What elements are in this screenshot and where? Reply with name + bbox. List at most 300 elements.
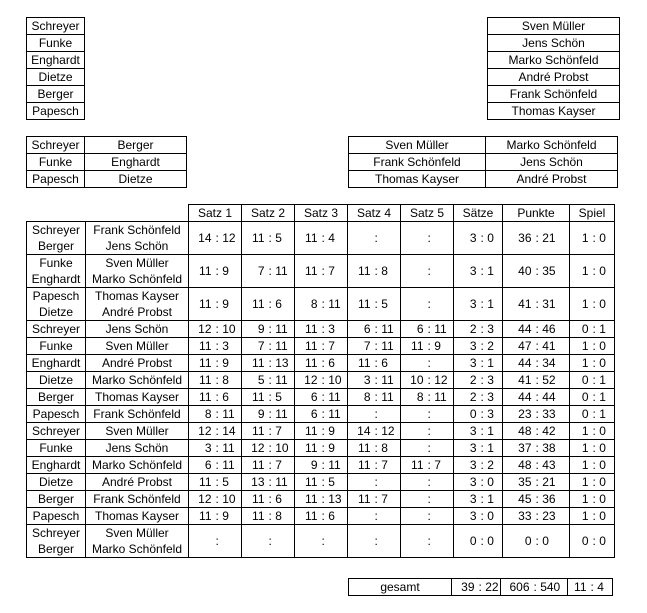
punkte-separator: :: [535, 407, 539, 421]
total-table: [348, 578, 613, 596]
saetze-separator: :: [480, 509, 484, 523]
away-player: Sven Müller: [105, 256, 169, 270]
set-5-away: [426, 372, 454, 389]
set-5-separator: :: [427, 458, 431, 472]
set-1-away-value: 12: [222, 231, 236, 245]
set-2-home: 7: [242, 338, 267, 355]
results-table: [26, 204, 615, 558]
set-4-separator: :: [374, 407, 378, 421]
spiel-away-value: 0: [599, 231, 606, 245]
match-home-players: [27, 423, 86, 440]
saetze-separator: :: [480, 322, 484, 336]
set-3-home: 11: [295, 474, 320, 491]
set-1-away: [214, 372, 242, 389]
away-player: Marko Schönfeld: [91, 373, 183, 387]
spiel-home: 1: [570, 355, 591, 372]
set-1-away-value: 6: [222, 390, 229, 404]
set-1-away-value: 3: [222, 339, 229, 353]
away-doubles-player-1: Thomas Kayser: [349, 171, 486, 188]
saetze-away-value: 0: [487, 534, 494, 548]
spiel-home: 0: [570, 389, 591, 406]
set-1-separator: :: [215, 339, 219, 353]
set-3-away: [320, 255, 348, 288]
spiel-away: [591, 525, 615, 558]
set-2-away: [267, 338, 295, 355]
set-2-away-value: 11: [275, 475, 288, 489]
set-3-home: 11: [295, 491, 320, 508]
set-5-home: [401, 474, 426, 491]
spiel-away: [591, 457, 615, 474]
set-2-away: [267, 288, 295, 321]
set-5-separator: :: [427, 322, 431, 336]
set-1-away-value: 9: [222, 264, 229, 278]
match-home-players: [27, 406, 86, 423]
punkte-away-value: 46: [542, 322, 556, 336]
saetze-home: 3: [454, 338, 479, 355]
set-3-away-value: 7: [328, 264, 335, 278]
spiel-away-value: 1: [599, 390, 606, 404]
set-5-home: [401, 508, 426, 525]
match-row: [27, 372, 615, 389]
spiel-away-value: 1: [599, 407, 606, 421]
set-1-separator: :: [215, 441, 219, 455]
set-2-separator: :: [268, 231, 272, 245]
set-3-away: [320, 508, 348, 525]
set-2-away-value: 13: [275, 356, 289, 370]
saetze-away-value: 1: [487, 264, 494, 278]
set-2-home: 11: [242, 457, 267, 474]
away-player: Thomas Kayser: [94, 390, 180, 404]
set-2-separator: :: [268, 458, 272, 472]
set-4-home: 11: [348, 457, 373, 474]
set-1-home: [189, 525, 214, 558]
saetze-home: 3: [454, 222, 479, 255]
set-1-home: 11: [189, 508, 214, 525]
saetze-home: 3: [454, 508, 479, 525]
saetze-away: [479, 457, 503, 474]
set-4-home: 14: [348, 423, 373, 440]
match-row: [27, 525, 615, 558]
spiel-away-value: 0: [599, 492, 606, 506]
set-2-separator: :: [268, 441, 272, 455]
saetze-away-value: 1: [487, 297, 494, 311]
away-roster-row: [488, 52, 620, 69]
set-2-home: 11: [242, 491, 267, 508]
spiel-separator: :: [592, 534, 596, 548]
set-4-home: [348, 508, 373, 525]
set-2-away: [267, 457, 295, 474]
punkte-away: [534, 222, 570, 255]
spiel-home: 1: [570, 457, 591, 474]
spiel-away: [591, 255, 615, 288]
set-1-separator: :: [215, 297, 219, 311]
set-2-separator: :: [268, 509, 272, 523]
set-2-away: [267, 440, 295, 457]
punkte-away-value: 38: [542, 441, 556, 455]
match-away-players: [86, 321, 189, 338]
set-3-away: [320, 406, 348, 423]
set-3-separator: :: [321, 264, 325, 278]
home-doubles-player-2: Dietze: [85, 171, 187, 188]
saetze-away: [479, 423, 503, 440]
spiel-home: 0: [570, 406, 591, 423]
match-row: [27, 491, 615, 508]
set-3-separator: :: [321, 475, 325, 489]
set-5-away: [426, 255, 454, 288]
set-5-separator: :: [427, 441, 431, 455]
match-row: [27, 255, 615, 288]
set-4-separator: :: [374, 297, 378, 311]
set-3-home: 11: [295, 440, 320, 457]
set-2-away: [267, 389, 295, 406]
away-player: Sven Müller: [105, 424, 169, 438]
set-2-home: 11: [242, 288, 267, 321]
saetze-separator: :: [480, 339, 484, 353]
spiel-separator: :: [592, 509, 596, 523]
set-4-away-value: 11: [381, 390, 394, 404]
saetze-away: [479, 440, 503, 457]
home-player: Berger: [37, 492, 75, 506]
away-roster-table: [487, 17, 620, 120]
total-saetze-home: 39: [452, 579, 477, 596]
punkte-away: [534, 491, 570, 508]
home-roster-row: [27, 69, 85, 86]
spiel-separator: :: [592, 339, 596, 353]
home-roster-name: Enghardt: [27, 52, 85, 69]
set-5-away: [426, 508, 454, 525]
set-1-away: [214, 355, 242, 372]
set-1-away-value: 5: [222, 475, 229, 489]
set-5-away: [426, 355, 454, 372]
saetze-separator: :: [480, 356, 484, 370]
set-1-separator: :: [215, 407, 219, 421]
spiel-away: [591, 491, 615, 508]
total-punkte-away: : 540: [532, 579, 568, 596]
set-3-away-value: 4: [328, 231, 335, 245]
header-row: [27, 205, 615, 222]
set-3-home: 11: [295, 255, 320, 288]
match-row: [27, 406, 615, 423]
punkte-away: [534, 321, 570, 338]
away-roster-row: [488, 86, 620, 103]
match-home-players: [27, 508, 86, 525]
set-4-away: [373, 406, 401, 423]
set-3-away: [320, 288, 348, 321]
punkte-separator: :: [535, 458, 539, 472]
saetze-home: 2: [454, 389, 479, 406]
punkte-away: [534, 372, 570, 389]
saetze-away-value: 2: [487, 458, 494, 472]
match-home-players: [27, 338, 86, 355]
set-1-separator: :: [215, 475, 219, 489]
set-3-separator: :: [321, 534, 325, 548]
set-1-home: 12: [189, 491, 214, 508]
set-1-home: 11: [189, 372, 214, 389]
set-3-home: 6: [295, 406, 320, 423]
punkte-home: 44: [503, 389, 534, 406]
set-4-away-value: 7: [381, 492, 388, 506]
set-2-separator: :: [268, 356, 272, 370]
set-3-home: [295, 525, 320, 558]
match-home-players: [27, 491, 86, 508]
set-1-away-value: 8: [222, 373, 229, 387]
saetze-away-value: 3: [487, 407, 494, 421]
set-2-home: 9: [242, 321, 267, 338]
match-row: [27, 474, 615, 491]
spiel-away-value: 0: [599, 297, 606, 311]
set-4-away-value: 11: [381, 339, 394, 353]
saetze-separator: :: [480, 373, 484, 387]
set-1-separator: :: [215, 509, 219, 523]
set-3-away-value: 11: [328, 407, 341, 421]
punkte-away-value: 52: [542, 373, 556, 387]
set-5-away: [426, 457, 454, 474]
home-roster-name: Schreyer: [27, 18, 85, 35]
set-1-separator: :: [215, 356, 219, 370]
set-1-home: 11: [189, 474, 214, 491]
set-3-home: 11: [295, 423, 320, 440]
set-2-separator: :: [268, 373, 272, 387]
set-4-away: [373, 355, 401, 372]
set-5-away: [426, 222, 454, 255]
column-header: Satz 5: [401, 205, 454, 222]
set-1-away: [214, 474, 242, 491]
home-roster-row: [27, 103, 85, 120]
set-5-away: [426, 288, 454, 321]
saetze-separator: :: [480, 492, 484, 506]
home-roster-name: Dietze: [27, 69, 85, 86]
set-5-home: [401, 222, 426, 255]
spiel-away-value: 1: [599, 373, 606, 387]
set-2-away: [267, 355, 295, 372]
match-row: [27, 355, 615, 372]
set-1-away: [214, 423, 242, 440]
set-3-away-value: 13: [328, 492, 342, 506]
match-away-players: [86, 525, 189, 558]
punkte-away: [534, 288, 570, 321]
set-1-home: 12: [189, 423, 214, 440]
set-2-separator: :: [268, 339, 272, 353]
home-doubles-table: [26, 136, 187, 188]
saetze-home: 3: [454, 457, 479, 474]
saetze-away-value: 0: [487, 475, 494, 489]
set-4-separator: :: [374, 390, 378, 404]
set-1-home: 6: [189, 457, 214, 474]
home-roster-name: Papesch: [27, 103, 85, 120]
set-3-away-value: 10: [328, 373, 342, 387]
set-3-separator: :: [321, 322, 325, 336]
set-4-separator: :: [374, 458, 378, 472]
away-doubles-row: [349, 154, 618, 171]
set-5-separator: :: [427, 509, 431, 523]
match-row: [27, 389, 615, 406]
set-1-away-value: 11: [222, 441, 235, 455]
set-4-away-value: 12: [381, 424, 395, 438]
home-player: Schreyer: [31, 322, 81, 336]
set-3-separator: :: [321, 407, 325, 421]
match-home-players: [27, 255, 86, 288]
set-2-away-value: 11: [275, 339, 288, 353]
saetze-home: 2: [454, 321, 479, 338]
set-4-away-value: 7: [381, 458, 388, 472]
set-5-home: 10: [401, 372, 426, 389]
punkte-separator: :: [535, 390, 539, 404]
set-2-away: [267, 372, 295, 389]
punkte-home: 44: [503, 355, 534, 372]
set-4-separator: :: [374, 475, 378, 489]
away-doubles-table: [348, 136, 618, 188]
set-4-away: [373, 338, 401, 355]
spiel-home: 1: [570, 474, 591, 491]
set-1-home: 11: [189, 389, 214, 406]
saetze-away: [479, 355, 503, 372]
column-header: Punkte: [503, 205, 570, 222]
match-home-players: [27, 222, 86, 255]
column-header: Satz 1: [189, 205, 242, 222]
spiel-away-value: 1: [599, 322, 606, 336]
away-player: Sven Müller: [105, 339, 169, 353]
set-2-away: [267, 474, 295, 491]
set-3-home: 11: [295, 508, 320, 525]
punkte-away-value: 34: [542, 356, 556, 370]
spiel-home: 0: [570, 525, 591, 558]
set-2-away: [267, 222, 295, 255]
set-2-home: 12: [242, 440, 267, 457]
set-1-away-value: 9: [222, 297, 229, 311]
home-player: Schreyer: [31, 223, 81, 237]
set-3-away: [320, 355, 348, 372]
set-5-separator: :: [427, 356, 431, 370]
spiel-home: 1: [570, 288, 591, 321]
spiel-away: [591, 338, 615, 355]
set-4-home: 11: [348, 440, 373, 457]
match-home-players: [27, 389, 86, 406]
set-5-home: [401, 440, 426, 457]
away-player: Thomas Kayser: [94, 289, 180, 303]
spiel-away-value: 0: [599, 458, 606, 472]
punkte-away: [534, 457, 570, 474]
set-1-separator: :: [215, 264, 219, 278]
punkte-away-value: 31: [542, 297, 556, 311]
punkte-home: 40: [503, 255, 534, 288]
home-player: Funke: [39, 441, 73, 455]
set-2-away-value: 11: [275, 322, 288, 336]
punkte-separator: :: [535, 297, 539, 311]
set-3-separator: :: [321, 390, 325, 404]
match-home-players: [27, 288, 86, 321]
away-player: Marko Schönfeld: [91, 542, 183, 556]
set-2-away-value: 6: [275, 492, 282, 506]
total-saetze-away: : 22: [478, 580, 499, 594]
set-3-away-value: 11: [328, 297, 341, 311]
home-doubles-row: [27, 154, 187, 171]
punkte-away-value: 21: [542, 475, 556, 489]
saetze-away: [479, 406, 503, 423]
away-player: Frank Schönfeld: [93, 407, 181, 421]
home-player: Funke: [39, 339, 73, 353]
punkte-away-value: 23: [542, 509, 556, 523]
set-4-away: [373, 389, 401, 406]
total-punkte-home: 606: [501, 579, 532, 596]
saetze-home: 0: [454, 525, 479, 558]
set-5-away: [426, 440, 454, 457]
saetze-away-value: 1: [487, 492, 494, 506]
set-2-away: [267, 423, 295, 440]
set-1-home: 12: [189, 321, 214, 338]
set-5-separator: :: [427, 390, 431, 404]
spiel-separator: :: [592, 475, 596, 489]
punkte-home: 48: [503, 423, 534, 440]
set-1-home: 11: [189, 288, 214, 321]
set-4-separator: :: [374, 534, 378, 548]
saetze-away-value: 1: [487, 356, 494, 370]
set-3-separator: :: [321, 373, 325, 387]
set-4-home: [348, 406, 373, 423]
set-4-away: [373, 423, 401, 440]
set-3-away-value: 6: [328, 509, 335, 523]
set-3-away-value: 11: [328, 390, 341, 404]
set-3-separator: :: [321, 441, 325, 455]
set-3-separator: :: [321, 492, 325, 506]
set-4-home: [348, 222, 373, 255]
set-4-away-value: 8: [381, 441, 388, 455]
punkte-away-value: 21: [542, 231, 556, 245]
away-roster-row: [488, 35, 620, 52]
set-2-away-value: 7: [275, 424, 282, 438]
set-4-separator: :: [374, 492, 378, 506]
set-1-separator: :: [215, 458, 219, 472]
set-3-away-value: 7: [328, 339, 335, 353]
header-blank: [27, 205, 189, 222]
set-4-home: 11: [348, 355, 373, 372]
saetze-away-value: 3: [487, 373, 494, 387]
spiel-away: [591, 440, 615, 457]
saetze-separator: :: [480, 264, 484, 278]
set-5-separator: :: [427, 534, 431, 548]
set-1-away: [214, 255, 242, 288]
set-1-home: 11: [189, 355, 214, 372]
home-player: Papesch: [32, 407, 80, 421]
saetze-away: [479, 491, 503, 508]
spiel-separator: :: [592, 373, 596, 387]
punkte-away: [534, 440, 570, 457]
set-3-separator: :: [321, 231, 325, 245]
saetze-away: [479, 222, 503, 255]
home-roster-name: Berger: [27, 86, 85, 103]
away-roster-row: [488, 18, 620, 35]
set-5-separator: :: [427, 297, 431, 311]
saetze-away: [479, 321, 503, 338]
set-1-separator: :: [215, 322, 219, 336]
set-4-away: [373, 321, 401, 338]
set-2-separator: :: [268, 475, 272, 489]
punkte-away-value: 0: [542, 534, 549, 548]
column-header: Satz 4: [348, 205, 401, 222]
spiel-home: 0: [570, 372, 591, 389]
set-1-separator: :: [215, 390, 219, 404]
away-roster-name: Marko Schönfeld: [488, 52, 620, 69]
set-3-away: [320, 474, 348, 491]
set-3-home: 8: [295, 288, 320, 321]
set-5-away: [426, 491, 454, 508]
set-3-away: [320, 525, 348, 558]
home-player: Dietze: [38, 305, 73, 319]
set-4-home: 11: [348, 491, 373, 508]
saetze-home: 2: [454, 372, 479, 389]
set-2-separator: :: [268, 264, 272, 278]
set-2-away: [267, 525, 295, 558]
set-2-home: 9: [242, 406, 267, 423]
